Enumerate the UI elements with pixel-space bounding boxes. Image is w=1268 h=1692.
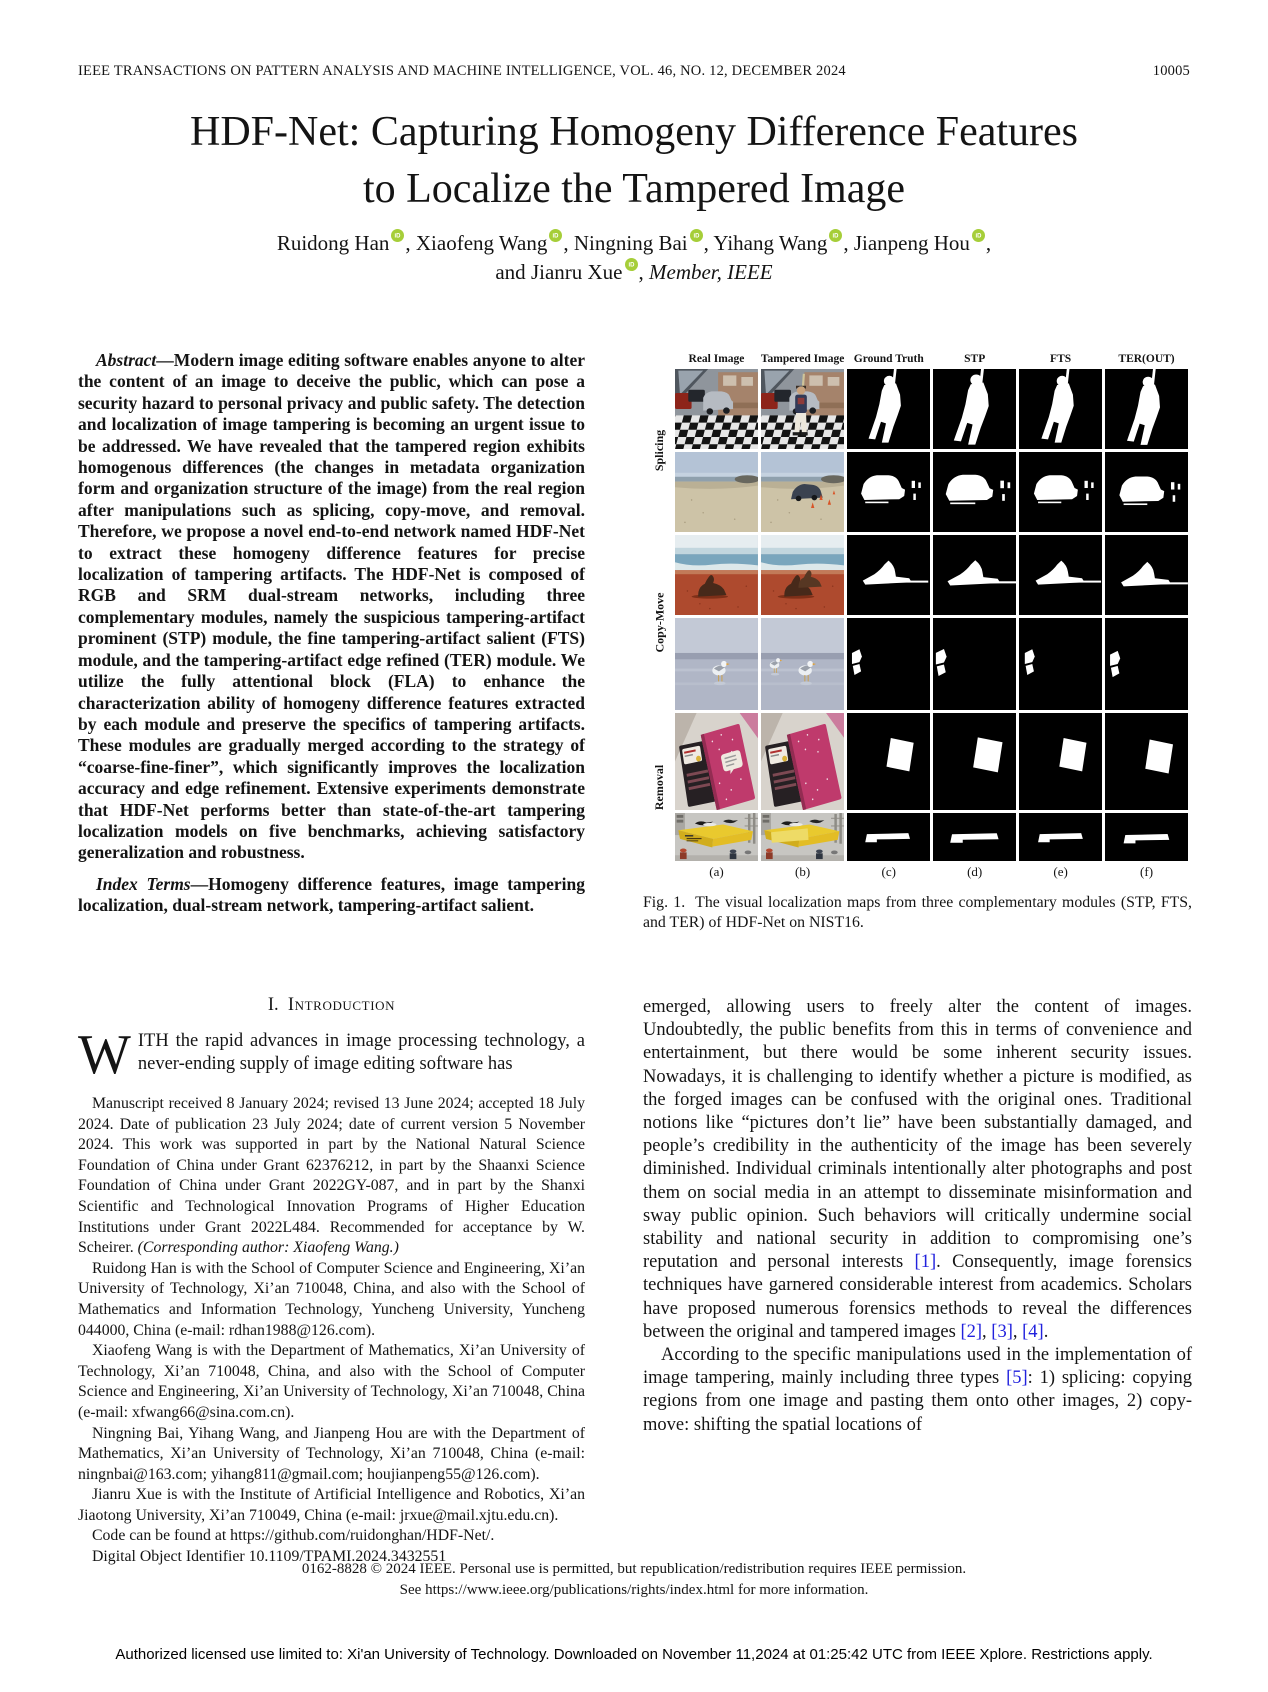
author-name: Xiaofeng Wang [415,231,548,255]
orcid-icon[interactable] [625,258,638,271]
svg-text:iD: iD [693,233,700,240]
ground-truth-mask [847,813,930,861]
fts-mask [1019,369,1102,449]
fts-mask [1019,713,1102,810]
figure-column-header: STP [964,353,986,365]
right-column [643,996,1192,1437]
figure-caption-label: Fig. 1. [643,894,686,911]
figure-caption-text: The visual localization maps from three complementary modules (STP, FTS, and TER) of HDF-Net on NIST16. [643,894,1192,931]
text-segment: emerged, allowing users to freely alter the content of images. Undoubtedly, the public benefits from this in terms of convenience and entertainment, but there would be some inherent security issues. Nowadays, it is challenging to identify whether a picture is modified, as the forged images can be confused with the original ones. Traditional notions like “pictures don’t lie” have been substantially damaged, and people’s credibility in the authenticity of the image has been severely diminished. Individual criminals intentionally alter photographs and post them on social media in an attempt to disseminate misinformation and sway public opinion. Such behaviors will critically undermine social stability and national security in addition to compromising one’s reputation and personal interests [643,997,1192,1273]
figure-sublabel: (e) [1053,864,1068,879]
index-terms [78,874,585,917]
footnote-paragraph: Digital Object Identifier 10.1109/TPAMI.2024.3432551 [92,1548,447,1566]
svg-text:iD: iD [832,233,839,240]
page-number: 10005 [1152,63,1190,79]
svg-text:iD: iD [552,233,559,240]
orcid-icon[interactable] [690,229,703,242]
svg-text:iD: iD [628,262,634,269]
text-segment: —Modern image editing software enables anyone to alter the content of an image to deceive the public, which can pose a security hazard to personal privacy and public safety. The detection and localization of image tampering is becoming an urgent issue to be addressed. We have revealed that the tampered region exhibits homogenous differences (the changes in metadata organization form and organization structure of the image) from the real region after manipulations such as splicing, copy-move, and removal. Therefore, we propose a novel end-to-end network named HDF-Net to extract these homogeny difference features for precise localization of tampering artifacts. The HDF-Net is composed of RGB and SRM dual-stream networks, including three complementary modules, namely the suspicious tampering-artifact prominent (STP) module, the fine tampering-artifact salient (FTS) module, and the tampering-artifact edge refined (TER) module. We utilize the fully attentional block (FLA) to enhance the characterization ability of homogeny difference features extracted by each module and preserve the specifics of tampering artifacts. These modules are gradually merged according to the strategy of “coarse-fine-finer”, which significantly improves the localization accuracy and edge refinement. Extensive experiments demonstrate that HDF-Net performs better than state-of-the-art tampering localization models on five benchmarks, achieving satisfactory generalization and robustness. [78,350,585,863]
figure-sublabel: (c) [881,864,896,879]
drop-cap: W [78,1023,131,1086]
figure-1 [648,350,1188,879]
copyright-footer [0,1559,1268,1601]
first-page-footnotes [78,1094,585,1568]
stp-mask [933,618,1016,710]
ground-truth-mask [847,618,930,710]
copyright-line-1: 0162-8828 © 2024 IEEE. Personal use is permitted, but republication/redistribution requires IEEE permission. [301,1561,967,1577]
figure-column-header: FTS [1050,353,1072,365]
figure-sublabel: (b) [795,864,811,879]
section-heading-introduction: I. Introduction [267,994,396,1015]
real-image-thumb [675,713,758,810]
real-image-thumb [675,452,758,532]
running-header [78,63,1190,80]
text-segment: : 1) splicing: copying regions from one image and pasting them onto other images, 2) copy-move: shifting the spatial locations of [643,1368,1193,1435]
orcid-icon[interactable] [972,229,985,242]
ter-mask [1105,535,1188,615]
real-image-thumb [675,618,758,710]
footnote-paragraph: Jianru Xue is with the Institute of Artificial Intelligence and Robotics, Xi’an Jiaotong University, Xi’an 710049, China (e-mail: jrxue@mail.xjtu.edu.cn). [78,1486,585,1524]
citation-link[interactable]: [5] [1006,1368,1028,1389]
figure-caption [643,893,1192,933]
membership: Member, IEEE [649,260,773,284]
ground-truth-mask [847,713,930,810]
tampered-image-thumb [761,618,844,710]
footnote-paragraph: Xiaofeng Wang is with the Department of Mathematics, Xi’an University of Technology, Xi’an 710048, China, and also with the School of Computer Science and Engineering, Xi’an University of Technology, Xi’an 710048, China (e-mail: xfwang66@sina.com.cn). [78,1342,585,1421]
figure-column-header: Ground Truth [853,353,924,365]
author-block [60,229,1208,287]
body-paragraph [643,996,1192,1344]
author-line-1: Ruidong Han iD , Xiaofeng Wang iD , Ningning Bai iD , Yihang Wang iD , Jianpeng Hou iD , [276,231,992,255]
footnote-paragraph: Code can be found at https://github.com/ruidonghan/HDF-Net/. [92,1527,495,1545]
footnote-paragraph: Ruidong Han is with the School of Computer Science and Engineering, Xi’an University of Technology, Xi’an 710048, China, and also with the School of Mathematics and Information Technology, Yuncheng University, Yuncheng 044000, China (e-mail: rdhan1988@126.com). [78,1259,585,1339]
ground-truth-mask [847,369,930,449]
ter-mask [1105,813,1188,861]
figure-row-group-label: Copy-Move [652,592,667,653]
author-name: Ruidong Han [276,231,390,255]
text-segment: , [982,1321,992,1342]
footnote-paragraph: Ningning Bai, Yihang Wang, and Jianpeng Hou are with the Department of Mathematics, Xi’an University of Technology, Xi’an 710048, China (e-mail: ningnbai@163.com; yihang811@gmail.com; houjianpeng55@126.com). [78,1424,585,1483]
author-line-2: and Jianru Xue iD , Member, IEEE [495,260,773,284]
ter-mask [1105,369,1188,449]
author-name: Yihang Wang [713,231,828,255]
svg-text:iD: iD [394,233,401,240]
figure-sublabel: (f) [1140,864,1154,879]
text-segment: According to the specific manipulations used in the implementation of image tampering, mainly including three types [643,1345,1192,1389]
svg-text:iD: iD [975,233,982,240]
ground-truth-mask [847,535,930,615]
title-line-2: to Localize the Tampered Image [362,166,906,212]
orcid-icon[interactable] [549,229,562,242]
tampered-image-thumb [761,452,844,532]
text-segment: —Homogeny difference features, image tampering localization, dual-stream network, tampering-artifact salient. [78,873,585,916]
ter-mask [1105,452,1188,532]
tampered-image-thumb [761,535,844,615]
ground-truth-mask [847,452,930,532]
text-segment: Abstract [96,350,157,370]
stp-mask [933,369,1016,449]
fts-mask [1019,813,1102,861]
text-segment: , [1012,1321,1023,1342]
author-name: Jianru Xue [530,260,623,284]
body-paragraph [643,1344,1192,1437]
journal-title: IEEE TRANSACTIONS ON PATTERN ANALYSIS AND MACHINE INTELLIGENCE, VOL. 46, NO. 12, DECEMBER 2024 [78,63,846,79]
left-column [78,350,585,1086]
citation-link[interactable]: [1] [914,1252,937,1273]
real-image-thumb [675,369,758,449]
citation-link[interactable]: [2] [960,1321,983,1342]
text-segment: . [1043,1321,1049,1342]
figure-row-group-label: Splicing [652,429,667,472]
stp-mask [933,813,1016,861]
tampered-image-thumb [761,369,844,449]
abstract-paragraph [78,350,585,864]
figure-column-header: Real Image [688,353,745,365]
tampered-image-thumb [761,713,844,810]
tampered-image-thumb [761,813,844,861]
copyright-line-2: See https://www.ieee.org/publications/rights/index.html for more information. [399,1582,869,1598]
figure-column-header: TER(OUT) [1118,353,1175,365]
author-name: Jianpeng Hou [853,231,970,255]
citation-link[interactable]: [4] [1022,1321,1044,1342]
fts-mask [1019,618,1102,710]
figure-sublabel: (d) [967,864,983,879]
fts-mask [1019,452,1102,532]
author-name: Ningning Bai [573,231,688,255]
figure-row-group-label: Removal [652,764,667,810]
stp-mask [933,535,1016,615]
real-image-thumb [675,535,758,615]
paper-title [40,104,1228,218]
license-notice: Authorized licensed use limited to: Xi'an University of Technology. Downloaded on November 11,2024 at 01:25:42 UTC from IEEE Xplore. Restrictions apply. [115,1646,1153,1663]
stp-mask [933,713,1016,810]
intro-paragraph: WITH the rapid advances in image processing technology, a never-ending supply of image editing software has [78,1023,585,1086]
stp-mask [933,452,1016,532]
figure-sublabel: (a) [709,864,724,879]
title-line-1: HDF-Net: Capturing Homogeny Difference Features [190,109,1078,155]
text-segment: Index Terms [96,873,191,894]
orcid-icon[interactable] [829,229,842,242]
figure-column-header: Tampered Image [760,353,845,365]
ter-mask [1105,618,1188,710]
text-segment: . Consequently, image forensics techniques have garnered considerable interest from academics. Scholars have proposed numerous forensics methods to reveal the differences between the original and tampered images [643,1252,1192,1342]
ter-mask [1105,713,1188,810]
footnote-paragraph: Manuscript received 8 January 2024; revised 13 June 2024; accepted 18 July 2024. Date of publication 23 July 2024; date of current version 5 November 2024. This work was supported in part by the National Natural Science Foundation of China under Grant 62376212, in part by the Shaanxi Science Foundation of China under Grant 2022GY-087, and in part by the Shanxi Scientific and Technological Innovation Programs of Higher Education Institutions under Grant 2022L484. Recommended for acceptance by W. Scheirer. (Corresponding author: Xiaofeng Wang.) [78,1095,585,1257]
orcid-icon[interactable] [391,229,404,242]
fts-mask [1019,535,1102,615]
real-image-thumb [675,813,758,861]
citation-link[interactable]: [3] [991,1321,1013,1342]
